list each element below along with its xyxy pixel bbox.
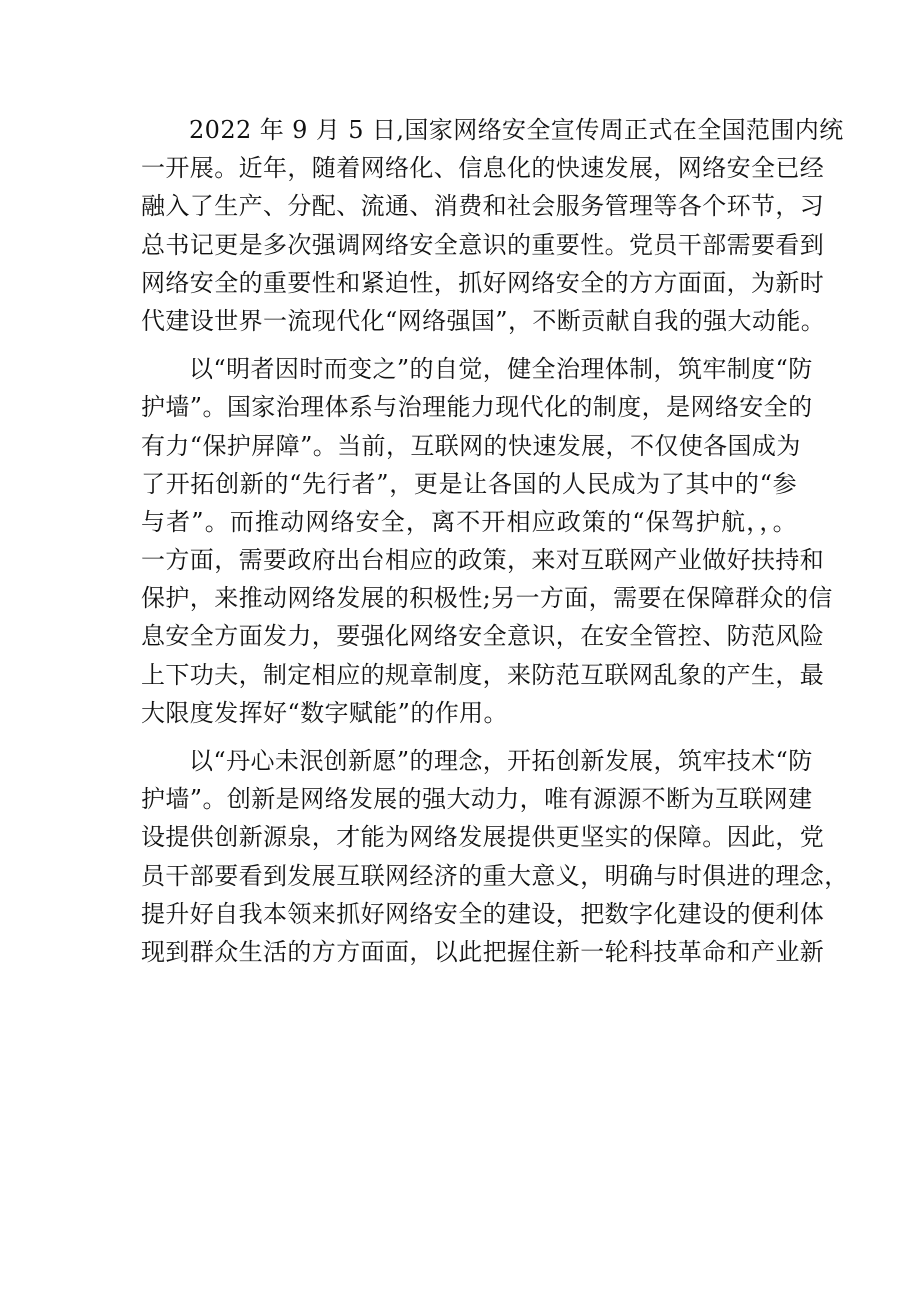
paragraph-line: 设提供创新源泉，才能为网络发展提供更坚实的保障。因此，党	[141, 823, 825, 852]
paragraph-line: 以“明者因时而变之”的自觉，健全治理体制，筑牢制度“防	[189, 355, 813, 384]
paragraph-line: 一开展。近年，随着网络化、信息化的快速发展，网络安全已经	[141, 154, 825, 183]
paragraph-line: 融入了生产、分配、流通、消费和社会服务管理等各个环节，习	[141, 192, 825, 221]
paragraph-line: 总书记更是多次强调网络安全意识的重要性。党员干部需要看到	[141, 230, 825, 259]
paragraph-line: 有力“保护屏障”。当前，互联网的快速发展，不仅使各国成为	[141, 431, 801, 460]
paragraph-line: 一方面，需要政府出台相应的政策，来对互联网产业做好扶持和	[141, 546, 825, 575]
paragraph-line: 护墙”。创新是网络发展的强大动力，唯有源源不断为互联网建	[141, 785, 813, 814]
paragraph-line: 以“丹心未泯创新愿”的理念，开拓创新发展，筑牢技术“防	[189, 747, 813, 775]
paragraph-2	[141, 350, 833, 732]
paragraph-line: 息安全方面发力，要强化网络安全意识，在安全管控、防范风险	[141, 622, 825, 651]
paragraph-line: 现到群众生活的方方面面，以此把握住新一轮科技革命和产业新	[141, 937, 825, 966]
paragraph-line: 代建设世界一流现代化“网络强国”，不断贡献自我的强大动能。	[141, 306, 826, 335]
paragraph-line: 网络安全的重要性和紧迫性，抓好网络安全的方方面面，为新时	[141, 268, 825, 297]
paragraph-line: 提升好自我本领来抓好网络安全的建设，把数字化建设的便利体	[141, 899, 825, 928]
paragraph-line: 员干部要看到发展互联网经济的重大意义，明确与时俱进的理念，	[141, 861, 849, 890]
paragraph-3	[141, 742, 849, 971]
document-page	[141, 111, 849, 971]
paragraph-1	[141, 111, 844, 340]
paragraph-line: 2022 年 9 月 5 日,国家网络安全宣传周正式在全国范围内统	[189, 116, 844, 144]
paragraph-line: 大限度发挥好“数字赋能”的作用。	[141, 698, 508, 727]
paragraph-line: 与者”。而推动网络安全，离不开相应政策的“保驾护航，，。	[141, 507, 797, 536]
paragraph-line: 上下功夫，制定相应的规章制度，来防范互联网乱象的产生，最	[141, 660, 825, 689]
paragraph-line: 保护，来推动网络发展的积极性;另一方面，需要在保障群众的信	[141, 584, 833, 613]
paragraph-line: 护墙”。国家治理体系与治理能力现代化的制度，是网络安全的	[141, 393, 813, 422]
paragraph-line: 了开拓创新的“先行者”，更是让各国的人民成为了其中的“参	[141, 469, 797, 498]
